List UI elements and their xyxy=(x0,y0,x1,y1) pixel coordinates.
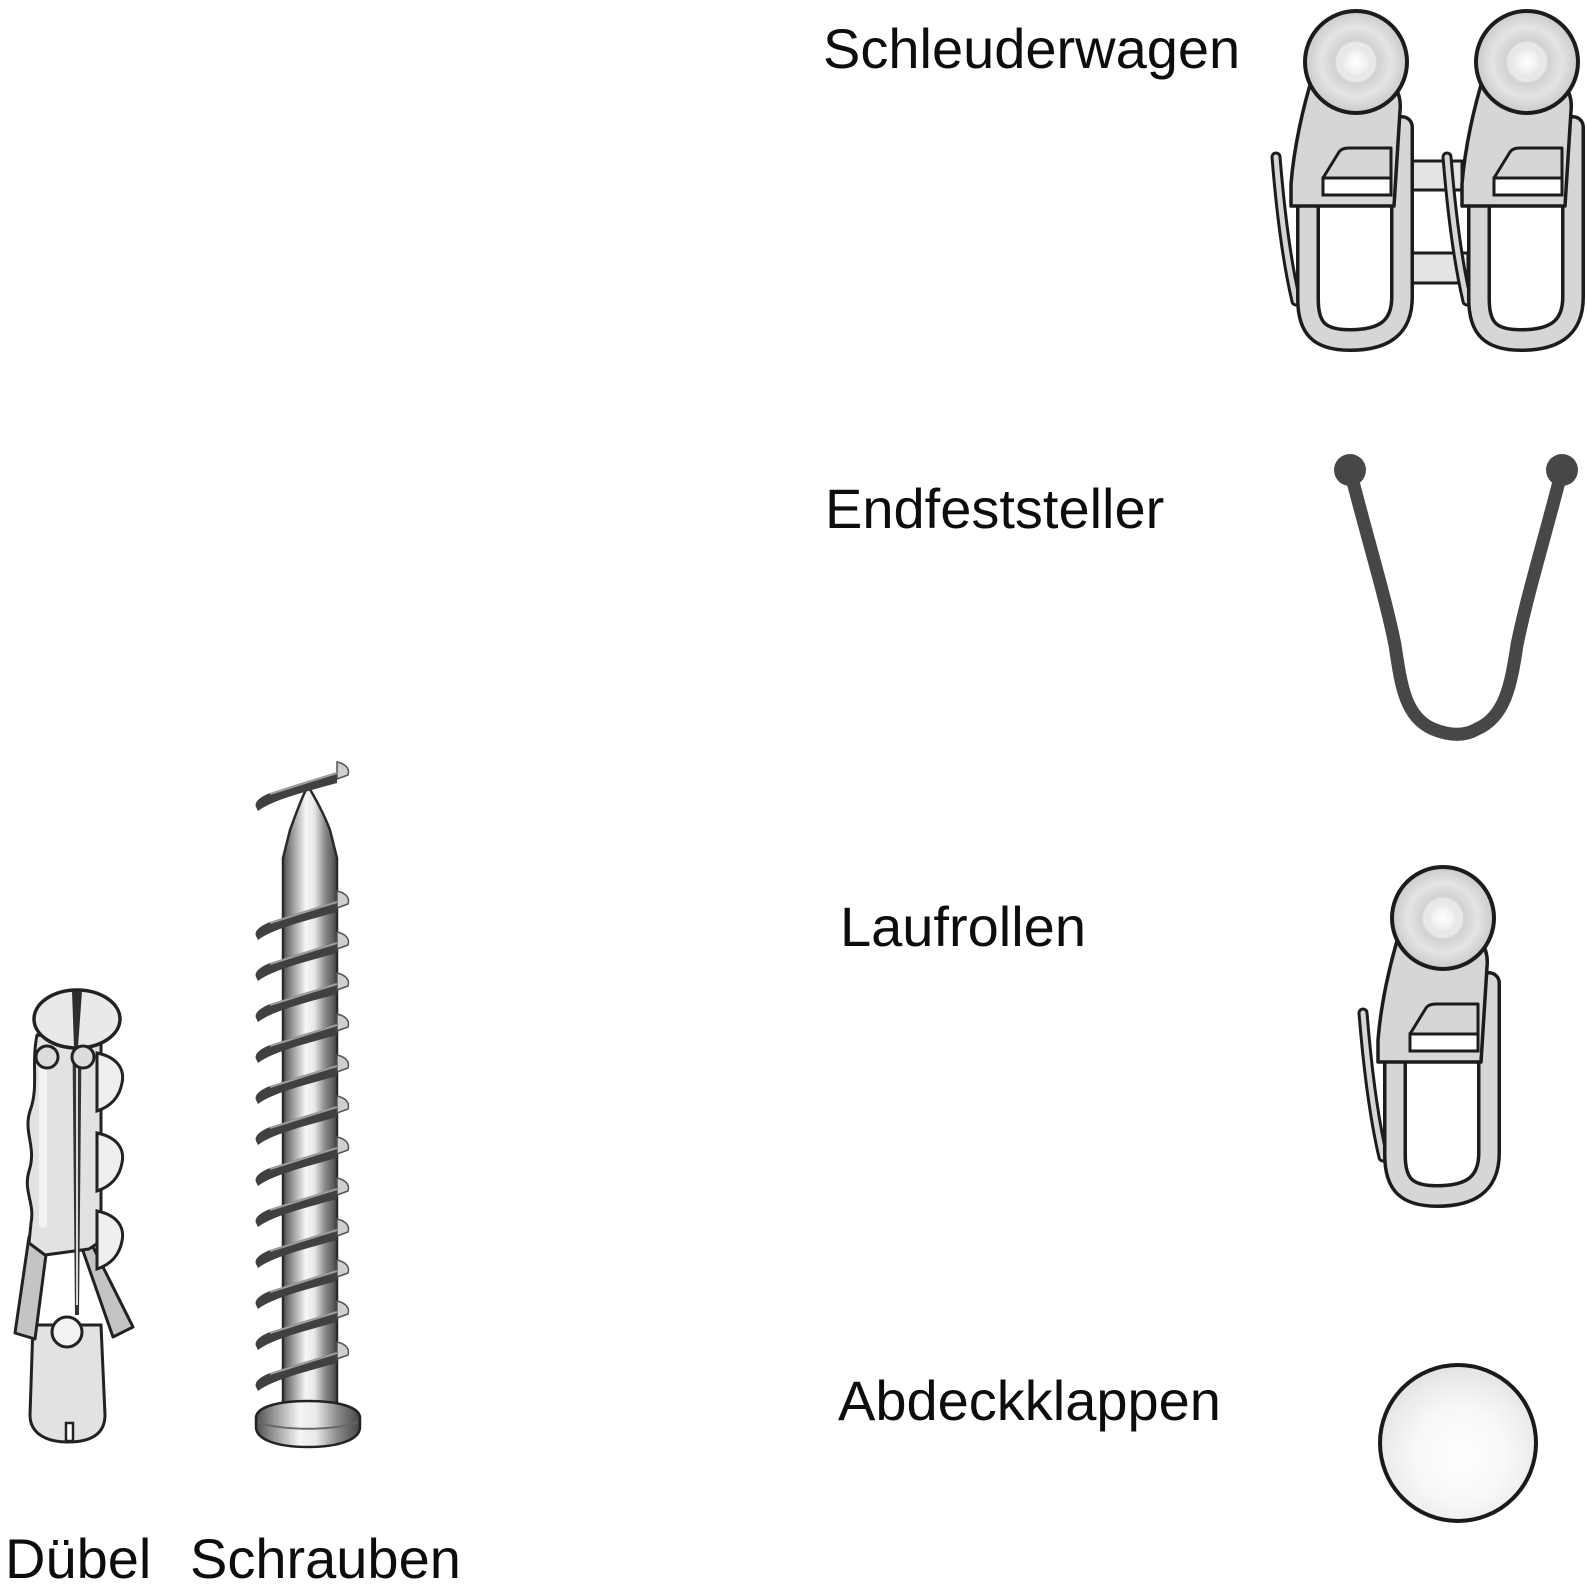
duebel-label: Dübel xyxy=(5,1527,152,1590)
schrauben-label: Schrauben xyxy=(190,1527,461,1590)
endfeststeller-label: Endfeststeller xyxy=(825,477,1165,540)
laufrollen-label: Laufrollen xyxy=(840,895,1086,958)
schleuderwagen-illustration xyxy=(1252,8,1587,358)
schleuderwagen-label: Schleuderwagen xyxy=(823,17,1241,80)
endfeststeller-illustration xyxy=(1325,445,1585,755)
schrauben-illustration xyxy=(248,772,368,1448)
laufrollen-illustration xyxy=(1350,855,1505,1205)
left-roller-unit xyxy=(1276,11,1407,340)
duebel-illustration xyxy=(15,985,140,1445)
abdeckklappen-label: Abdeckklappen xyxy=(838,1369,1221,1432)
right-roller-unit xyxy=(1447,11,1578,340)
abdeckklappen-illustration xyxy=(1376,1361,1540,1525)
